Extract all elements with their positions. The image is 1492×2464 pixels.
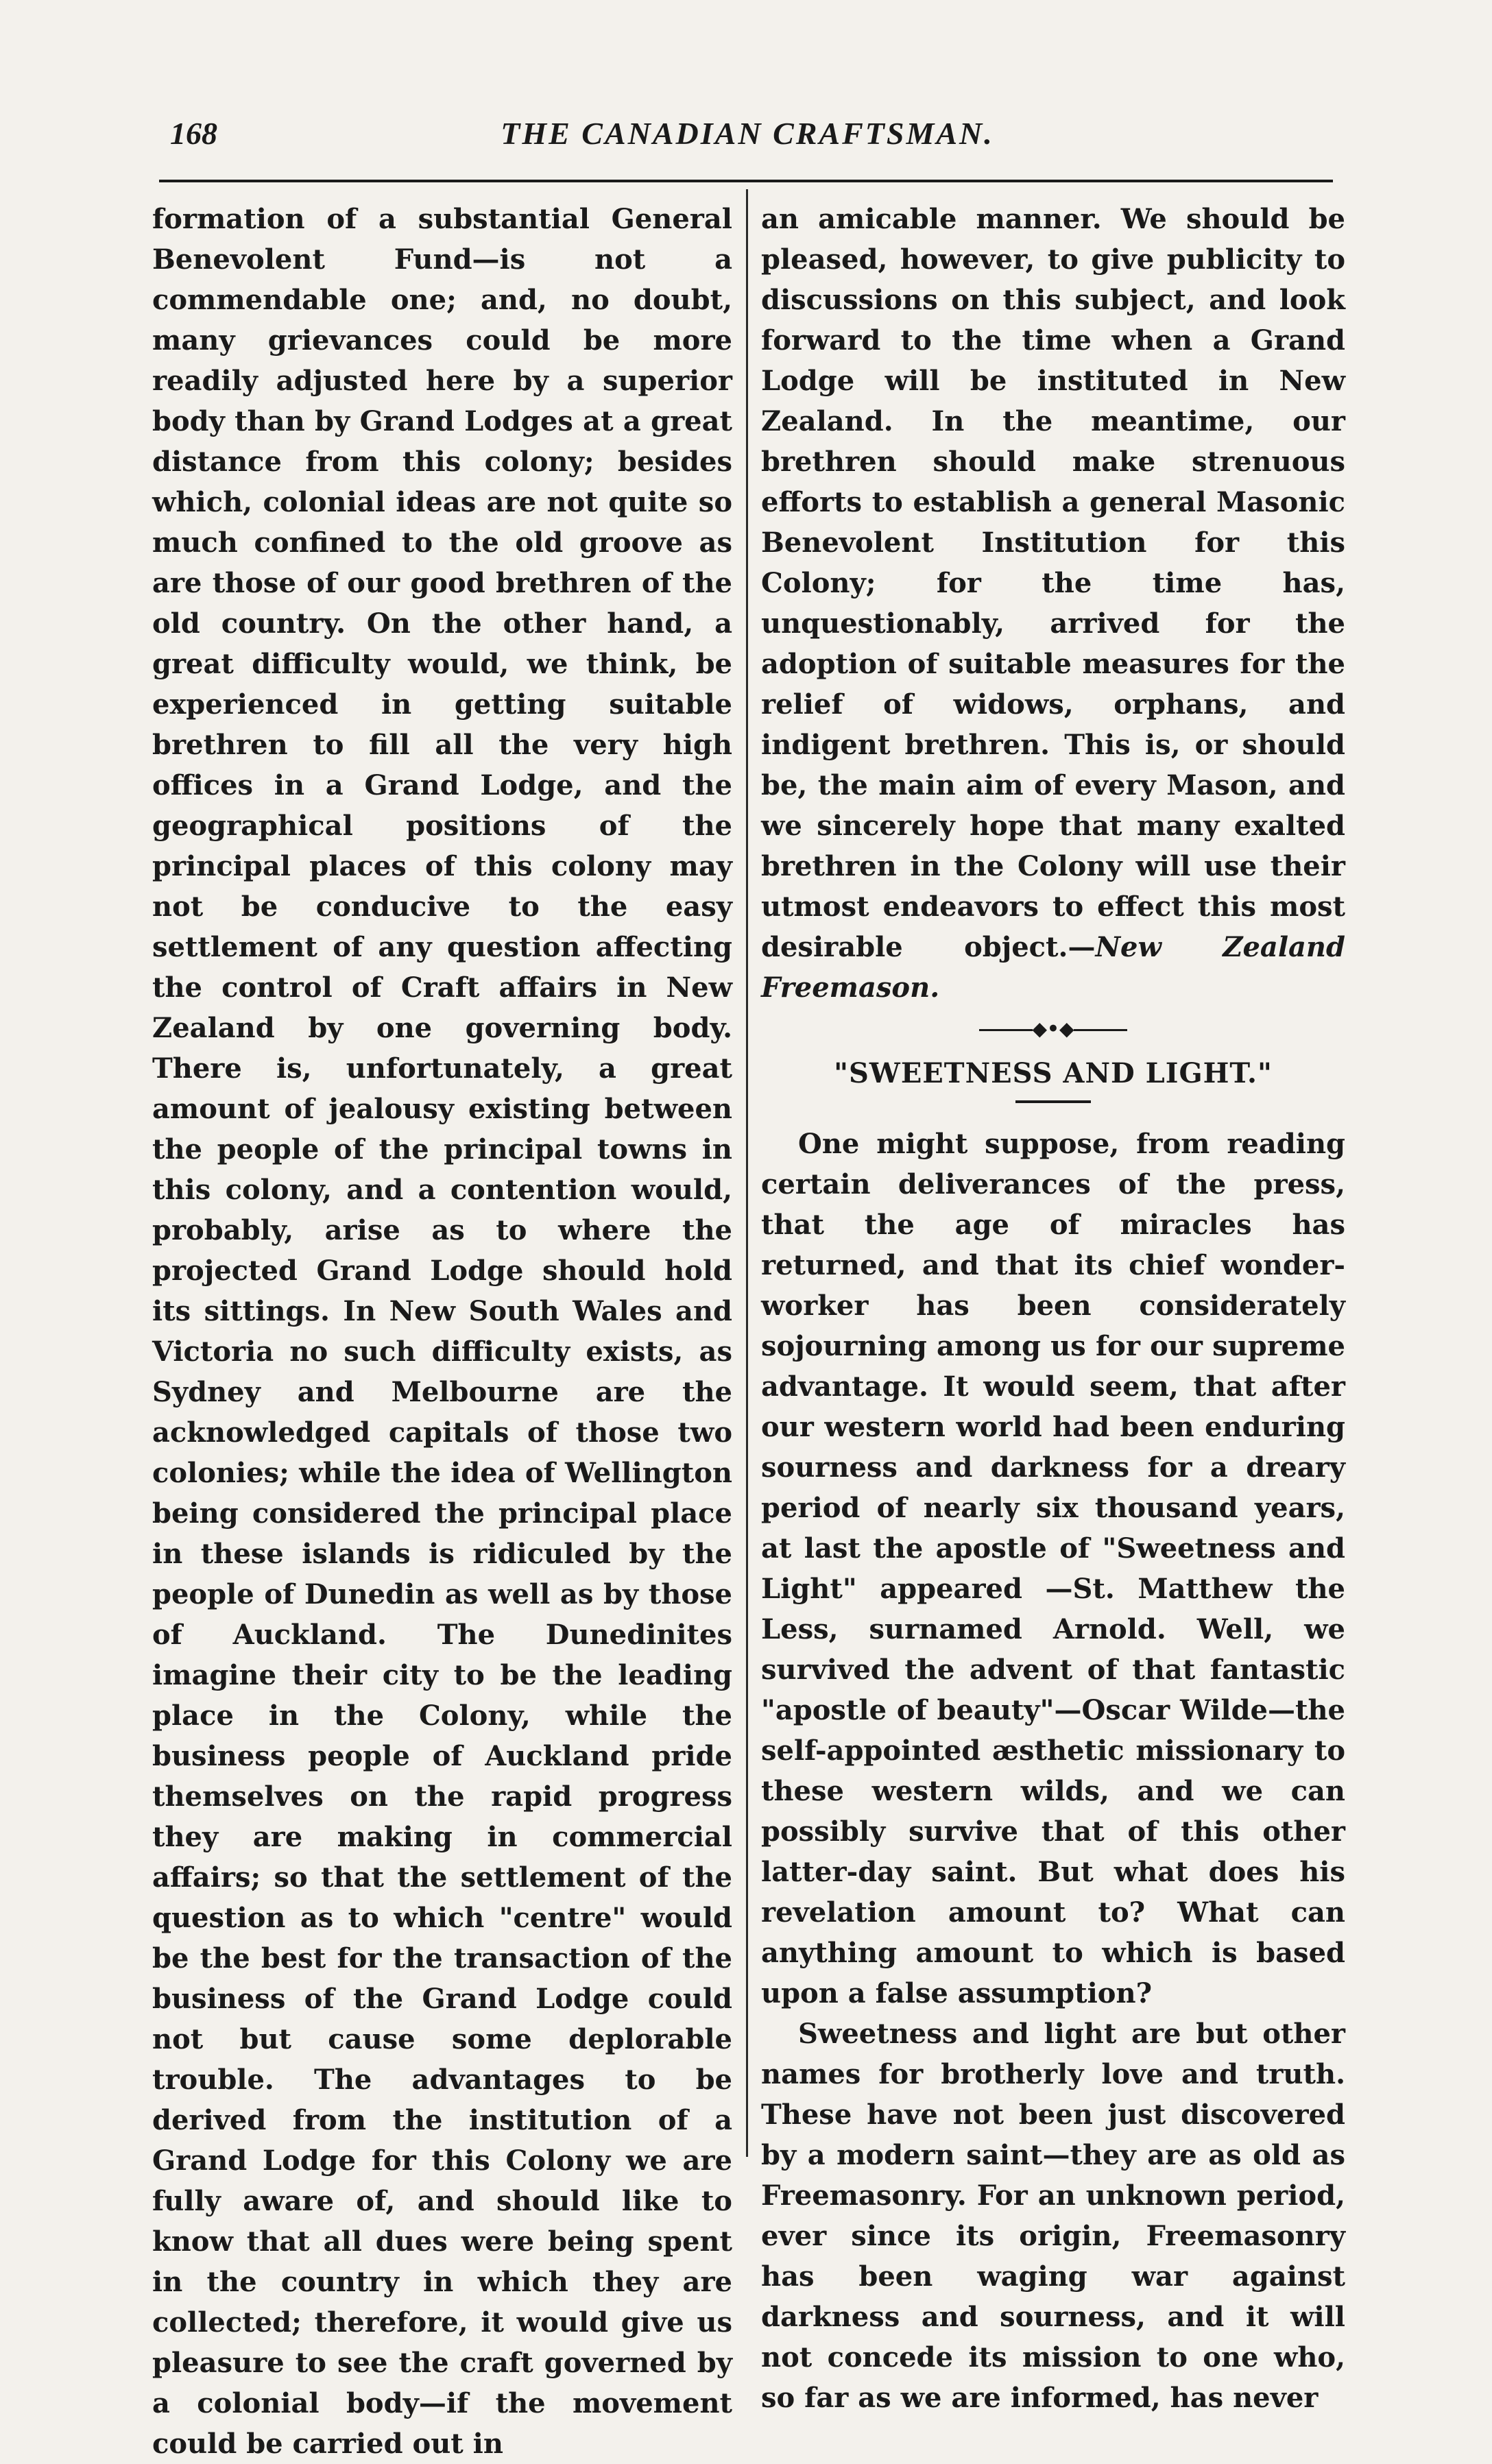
article-headline: "SWEETNESS AND LIGHT.": [834, 1057, 1273, 1089]
article-paragraph-2: Sweetness and light are but other names for brotherly love and truth. These have not been just discovered by a modern saint—they are as old as Freemasonry. For an unknown period, ever since its origin, Freemasonry has been waging war against darkness and sourness, and it will not concede its mission to one who, so far as we are informed, has never: [761, 2018, 1345, 2414]
continued-paragraph: [761, 199, 1345, 1008]
ornament-line-right: [1074, 1029, 1127, 1031]
source-attribution: New Zealand Freemason.: [761, 931, 1345, 1004]
running-head: THE CANADIAN CRAFTSMAN.: [501, 116, 994, 151]
column-divider: [746, 189, 748, 2157]
page-number: 168: [170, 116, 217, 151]
article-paragraph-1: One might suppose, from reading certain deliverances of the press, that the age of miracles has returned, and that its chief wonder-worker has been considerately sojourning among us for our supreme advantage. It would seem, that after our western world had been enduring sourness and darkness for a dreary period of nearly six thousand years, at last the apostle of "Sweetness and Light" appeared —St. Matthew the Less, surnamed Arnold. Well, we survived the advent of that fantastic "apostle of beauty"—Oscar Wilde—the self-appointed æsthetic missionary to these western wilds, and we can possibly survive that of this other latter-day saint. But what does his revelation amount to? What can anything amount to which is based upon a false assumption?: [761, 1128, 1345, 2009]
left-column-paragraph: formation of a substantial General Benevolent Fund—is not a commendable one; and, no doubt, many grievances could be more readily adjusted here by a superior body than by Grand Lodges at a great distance from this colony; besides which, colonial ideas are not quite so much confined to the old groove as are those of our good brethren of the old country. On the other hand, a great difficulty would, we think, be experienced in getting suitable brethren to fill all the very high offices in a Grand Lodge, and the geographical positions of the principal places of this colony may not be conducive to the easy settlement of any question affecting the control of Craft affairs in New Zealand by one governing body. There is, unfortunately, a great amount of jealousy existing between the people of the principal towns in this colony, and a contention would, probably, arise as to where the projected Grand Lodge should hold its sittings. In New South Wales and Victoria no such difficulty exists, as Sydney and Melbourne are the acknowledged capitals of those two colonies; while the idea of Wellington being considered the principal place in these islands is ridiculed by the people of Dunedin as well as by those of Auckland. The Dunedinites imagine their city to be the leading place in the Colony, while the business people of Auckland pride themselves on the rapid progress they are making in commercial affairs; so that the settlement of the question as to which "centre" would be the best for the transaction of the business of the Grand Lodge could not but cause some deplorable trouble. The advantages to be derived from the institution of a Grand Lodge for this Colony we are fully aware of, and should like to know that all dues were being spent in the country in which they are collected; therefore, it would give us pleasure to see the craft governed by a colonial body—if the movement could be carried out in: [152, 203, 732, 2460]
header-rule: [159, 180, 1333, 182]
right-column: [761, 199, 1345, 2418]
continued-text: an amicable manner. We should be pleased, however, to give publicity to discussions on this subject, and look forward to the time when a Grand Lodge will be instituted in New Zealand. In the meantime, our brethren should make strenuous efforts to establish a general Masonic Benevolent Institution for this Colony; for the time has, unquestionably, arrived for the adoption of suitable measures for the relief of widows, orphans, and indigent brethren. This is, or should be, the main aim of every Mason, and we sincerely hope that many exalted brethren in the Colony will use their utmost endeavors to effect this most desirable object.—: [761, 203, 1345, 963]
ornament-diamonds: ◆•◆: [1032, 1017, 1074, 1040]
section-ornament: [761, 1012, 1345, 1046]
headline-rule: [1015, 1100, 1091, 1103]
ornament-line-left: [979, 1029, 1033, 1031]
left-column: [152, 199, 732, 2464]
